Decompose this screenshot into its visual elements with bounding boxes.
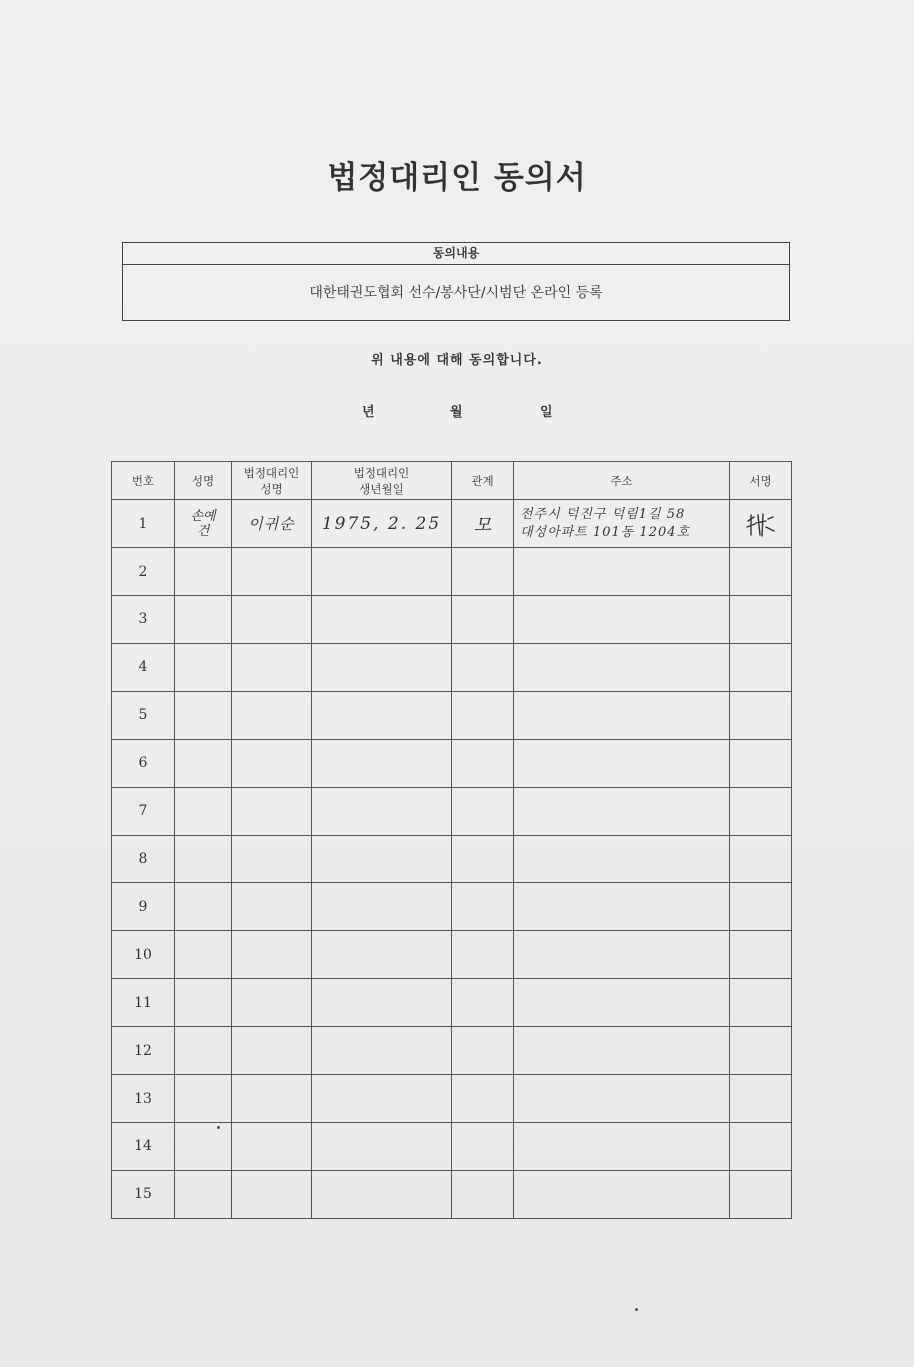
- cell-relation: 모: [452, 500, 514, 548]
- cell-signature: [730, 596, 792, 644]
- cell-rep-birth: 1975, 2. 25: [312, 500, 452, 548]
- cell-signature: [730, 500, 792, 548]
- cell-no: 13: [112, 1075, 175, 1123]
- cell-relation: [452, 596, 514, 644]
- paper-speck: [635, 1308, 638, 1311]
- cell-rep-birth: [312, 1027, 452, 1075]
- cell-rep-name: [232, 1122, 312, 1170]
- cell-address: [514, 691, 730, 739]
- cell-no: 7: [112, 787, 175, 835]
- table-row: [112, 739, 792, 787]
- cell-address: [514, 835, 730, 883]
- cell-rep-birth: [312, 739, 452, 787]
- cell-relation: [452, 787, 514, 835]
- cell-signature: [730, 835, 792, 883]
- cell-signature: [730, 787, 792, 835]
- cell-no: 12: [112, 1027, 175, 1075]
- col-header-rep-birth: 법정대리인 생년월일: [312, 462, 452, 500]
- cell-rep-name: [232, 596, 312, 644]
- cell-relation: [452, 1122, 514, 1170]
- cell-rep-name: [232, 739, 312, 787]
- cell-name: [175, 691, 232, 739]
- table-row: [112, 643, 792, 691]
- cell-address: [514, 931, 730, 979]
- cell-address: [514, 643, 730, 691]
- cell-rep-birth: [312, 596, 452, 644]
- cell-relation: [452, 883, 514, 931]
- cell-relation: [452, 931, 514, 979]
- table-row: [112, 1170, 792, 1218]
- cell-rep-name: [232, 835, 312, 883]
- cell-signature: [730, 739, 792, 787]
- table-row: [112, 548, 792, 596]
- date-day-label: 일: [540, 405, 553, 420]
- cell-relation: [452, 643, 514, 691]
- cell-rep-name: [232, 1027, 312, 1075]
- table-row: [112, 931, 792, 979]
- cell-name: [175, 979, 232, 1027]
- agreement-content: 대한태권도협회 선수/봉사단/시범단 온라인 등록: [309, 285, 603, 301]
- cell-rep-name: [232, 1075, 312, 1123]
- cell-signature: [730, 931, 792, 979]
- table-row: [112, 1027, 792, 1075]
- date-year-label: 년: [362, 405, 375, 420]
- cell-address: [514, 739, 730, 787]
- cell-name: [175, 548, 232, 596]
- cell-rep-birth: [312, 835, 452, 883]
- cell-name: [175, 1075, 232, 1123]
- cell-no: 6: [112, 739, 175, 787]
- cell-rep-birth: [312, 548, 452, 596]
- paper-speck: [217, 1126, 220, 1129]
- cell-relation: [452, 691, 514, 739]
- cell-no: 8: [112, 835, 175, 883]
- table-row: [112, 883, 792, 931]
- cell-address: 전주시 덕진구 덕림1길 58 대성아파트 101동 1204호: [514, 500, 730, 548]
- cell-signature: [730, 691, 792, 739]
- cell-address: [514, 883, 730, 931]
- date-month-label: 월: [450, 405, 463, 420]
- cell-relation: [452, 1027, 514, 1075]
- cell-relation: [452, 979, 514, 1027]
- cell-name: [175, 1170, 232, 1218]
- cell-signature: [730, 1170, 792, 1218]
- col-header-address: 주소: [514, 462, 730, 500]
- cell-no: 5: [112, 691, 175, 739]
- cell-name: [175, 1027, 232, 1075]
- cell-address: [514, 1170, 730, 1218]
- col-header-name: 성명: [175, 462, 232, 500]
- cell-signature: [730, 883, 792, 931]
- cell-no: 10: [112, 931, 175, 979]
- cell-address: [514, 548, 730, 596]
- cell-no: 15: [112, 1170, 175, 1218]
- cell-no: 1: [112, 500, 175, 548]
- cell-no: 9: [112, 883, 175, 931]
- cell-rep-name: [232, 643, 312, 691]
- cell-no: 14: [112, 1122, 175, 1170]
- cell-rep-birth: [312, 787, 452, 835]
- cell-rep-birth: [312, 1122, 452, 1170]
- agreement-header: 동의내용: [123, 243, 789, 265]
- cell-name: [175, 739, 232, 787]
- cell-relation: [452, 548, 514, 596]
- cell-rep-name: [232, 931, 312, 979]
- table-row: [112, 596, 792, 644]
- col-header-no: 번호: [112, 462, 175, 500]
- col-header-relation: 관계: [452, 462, 514, 500]
- cell-rep-birth: [312, 1170, 452, 1218]
- cell-name: [175, 643, 232, 691]
- col-header-rep-name: 법정대리인 성명: [232, 462, 312, 500]
- cell-rep-name: [232, 691, 312, 739]
- cell-rep-name: [232, 548, 312, 596]
- agreement-box: [122, 242, 790, 321]
- cell-rep-birth: [312, 643, 452, 691]
- table-row: [112, 1075, 792, 1123]
- cell-name: [175, 931, 232, 979]
- cell-no: 3: [112, 596, 175, 644]
- cell-no: 11: [112, 979, 175, 1027]
- document-title: 법정대리인 동의서: [327, 160, 587, 196]
- cell-signature: [730, 1122, 792, 1170]
- cell-no: 2: [112, 548, 175, 596]
- cell-name: 손예 건: [175, 500, 232, 548]
- cell-address: [514, 979, 730, 1027]
- guardian-roster-table: [111, 461, 792, 1219]
- cell-signature: [730, 1075, 792, 1123]
- cell-rep-birth: [312, 691, 452, 739]
- table-row: [112, 835, 792, 883]
- cell-rep-birth: [312, 883, 452, 931]
- cell-address: [514, 596, 730, 644]
- table-row: [112, 1122, 792, 1170]
- table-row: [112, 787, 792, 835]
- cell-name: [175, 1122, 232, 1170]
- handwritten-signature-icon: [744, 509, 778, 539]
- cell-signature: [730, 1027, 792, 1075]
- table-row: [112, 979, 792, 1027]
- cell-rep-name: [232, 979, 312, 1027]
- table-header-row: [112, 462, 792, 500]
- cell-signature: [730, 643, 792, 691]
- cell-rep-name: [232, 787, 312, 835]
- cell-relation: [452, 1170, 514, 1218]
- cell-name: [175, 596, 232, 644]
- cell-name: [175, 835, 232, 883]
- cell-address: [514, 787, 730, 835]
- cell-name: [175, 883, 232, 931]
- cell-address: [514, 1122, 730, 1170]
- cell-relation: [452, 1075, 514, 1123]
- cell-rep-birth: [312, 931, 452, 979]
- cell-signature: [730, 979, 792, 1027]
- consent-statement: 위 내용에 대해 동의합니다.: [371, 353, 543, 368]
- cell-rep-name: 이귀순: [232, 500, 312, 548]
- table-row: [112, 691, 792, 739]
- col-header-signature: 서명: [730, 462, 792, 500]
- cell-no: 4: [112, 643, 175, 691]
- cell-rep-birth: [312, 1075, 452, 1123]
- cell-relation: [452, 739, 514, 787]
- cell-rep-name: [232, 883, 312, 931]
- cell-rep-birth: [312, 979, 452, 1027]
- table-row: [112, 500, 792, 548]
- cell-relation: [452, 835, 514, 883]
- cell-address: [514, 1027, 730, 1075]
- cell-signature: [730, 548, 792, 596]
- cell-name: [175, 787, 232, 835]
- cell-address: [514, 1075, 730, 1123]
- cell-rep-name: [232, 1170, 312, 1218]
